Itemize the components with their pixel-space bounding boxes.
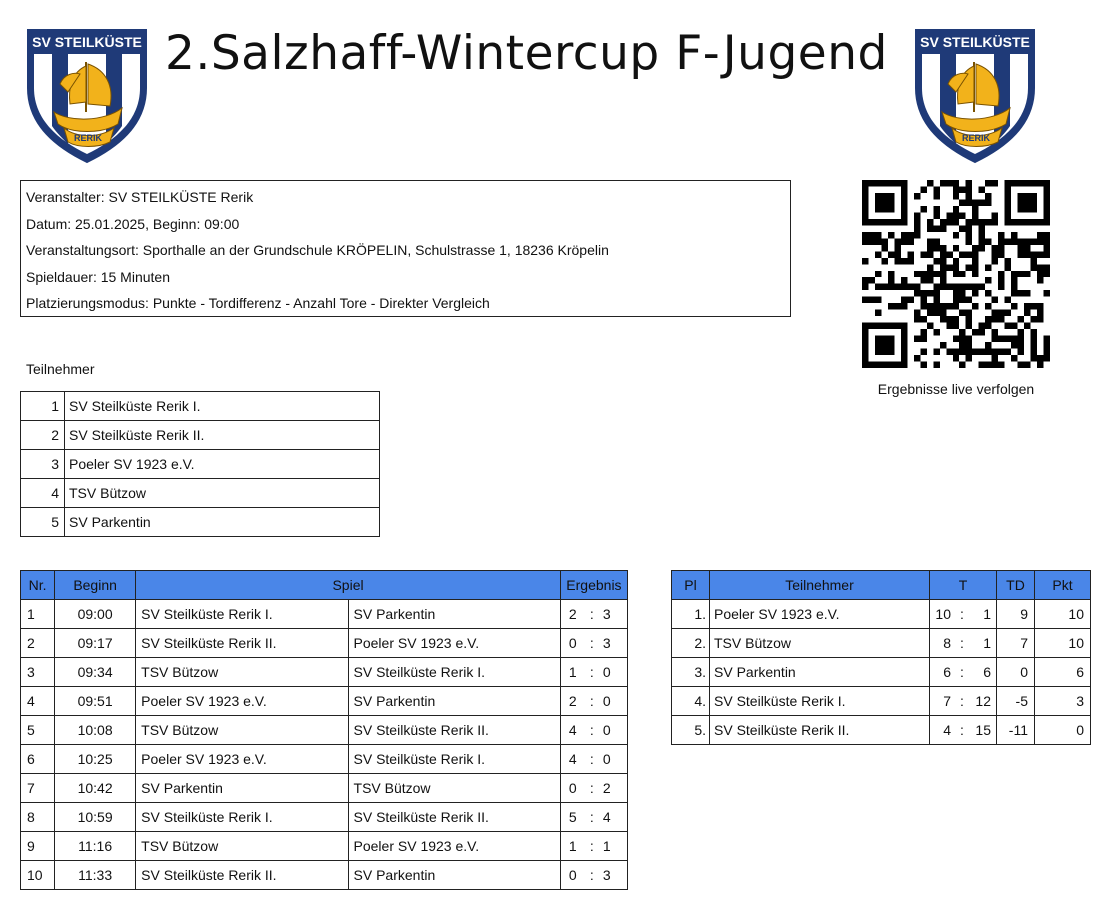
standings-team: SV Parkentin — [710, 658, 930, 687]
participant-number: 1 — [21, 392, 65, 421]
game-team-b: SV Steilküste Rerik II. — [348, 716, 560, 745]
game-result-separator: : — [589, 693, 594, 709]
standings-goals-separator: : — [960, 635, 964, 651]
game-goals-b: 0 — [602, 664, 611, 680]
standings-goals-for: 10 — [935, 606, 951, 622]
info-ranking-mode: Platzierungsmodus: Punkte - Tordifferenz - Anzahl Tore - Direkter Vergleich — [26, 295, 490, 311]
game-result-separator: : — [589, 780, 594, 796]
game-goals-a: 1 — [568, 664, 577, 680]
standings-goal-difference: -5 — [997, 687, 1035, 716]
standings-goals — [930, 687, 997, 716]
game-team-b: SV Parkentin — [348, 687, 560, 716]
standings-place: 2. — [672, 629, 710, 658]
game-team-b: SV Steilküste Rerik II. — [348, 803, 560, 832]
game-team-a: SV Steilküste Rerik I. — [136, 803, 348, 832]
game-goals-a: 5 — [568, 809, 577, 825]
participant-row — [21, 421, 380, 450]
game-goals-a: 0 — [568, 867, 577, 883]
participant-row — [21, 508, 380, 537]
club-crest-right — [912, 26, 1038, 164]
standings-row — [672, 658, 1091, 687]
info-venue: Veranstaltungsort: Sporthalle an der Grundschule KRÖPELIN, Schulstrasse 1, 18236 Kröpelin — [26, 242, 609, 258]
standings-table — [671, 570, 1091, 745]
game-result — [560, 861, 627, 890]
game-result — [560, 832, 627, 861]
standings-goal-difference: 7 — [997, 629, 1035, 658]
game-row — [21, 629, 628, 658]
standings-goal-difference: 9 — [997, 600, 1035, 629]
game-row — [21, 774, 628, 803]
games-header-spiel: Spiel — [136, 571, 561, 600]
game-result-separator: : — [589, 606, 594, 622]
standings-goals-against: 1 — [983, 635, 991, 651]
game-team-a: Poeler SV 1923 e.V. — [136, 745, 348, 774]
game-row — [21, 600, 628, 629]
game-row — [21, 803, 628, 832]
standings-goals-for: 4 — [943, 722, 951, 738]
game-goals-b: 3 — [602, 867, 611, 883]
game-start-time: 11:33 — [55, 861, 136, 890]
club-crest-left — [24, 26, 150, 164]
participant-name: SV Steilküste Rerik I. — [65, 392, 380, 421]
game-team-a: SV Steilküste Rerik II. — [136, 861, 348, 890]
game-team-b: SV Parkentin — [348, 861, 560, 890]
game-start-time: 09:51 — [55, 687, 136, 716]
game-row — [21, 658, 628, 687]
game-team-a: TSV Bützow — [136, 658, 348, 687]
game-number: 2 — [21, 629, 55, 658]
game-goals-a: 2 — [568, 693, 577, 709]
participant-name: SV Parkentin — [65, 508, 380, 537]
game-start-time: 10:25 — [55, 745, 136, 774]
participant-row — [21, 450, 380, 479]
standings-goal-difference: 0 — [997, 658, 1035, 687]
standings-header-pl: Pl — [672, 571, 710, 600]
game-result — [560, 629, 627, 658]
game-result-separator: : — [589, 751, 594, 767]
standings-goals-against: 12 — [975, 693, 991, 709]
game-number: 5 — [21, 716, 55, 745]
game-start-time: 09:34 — [55, 658, 136, 687]
standings-header-td: TD — [997, 571, 1035, 600]
game-number: 8 — [21, 803, 55, 832]
standings-points: 0 — [1035, 716, 1091, 745]
game-row — [21, 861, 628, 890]
standings-goals — [930, 658, 997, 687]
qr-caption: Ergebnisse live verfolgen — [877, 381, 1035, 397]
participant-number: 5 — [21, 508, 65, 537]
game-start-time: 09:17 — [55, 629, 136, 658]
standings-goals-separator: : — [960, 693, 964, 709]
games-header-nr: Nr. — [21, 571, 55, 600]
game-team-a: SV Steilküste Rerik I. — [136, 600, 348, 629]
game-number: 9 — [21, 832, 55, 861]
standings-goals-separator: : — [960, 722, 964, 738]
info-duration: Spieldauer: 15 Minuten — [26, 268, 170, 285]
game-result — [560, 687, 627, 716]
standings-goals — [930, 716, 997, 745]
game-number: 4 — [21, 687, 55, 716]
standings-header-pkt: Pkt — [1035, 571, 1091, 600]
standings-header-t: T — [930, 571, 997, 600]
game-result — [560, 774, 627, 803]
game-goals-b: 2 — [602, 780, 611, 796]
standings-row — [672, 687, 1091, 716]
game-goals-b: 0 — [602, 693, 611, 709]
game-team-a: Poeler SV 1923 e.V. — [136, 687, 348, 716]
game-goals-a: 4 — [568, 722, 577, 738]
standings-place: 5. — [672, 716, 710, 745]
game-team-b: SV Parkentin — [348, 600, 560, 629]
game-start-time: 10:42 — [55, 774, 136, 803]
game-team-a: TSV Bützow — [136, 716, 348, 745]
games-header-beginn: Beginn — [55, 571, 136, 600]
game-number: 6 — [21, 745, 55, 774]
standings-goals-against: 6 — [983, 664, 991, 680]
crest-text: SV STEILKÜSTE — [920, 34, 1030, 50]
participant-name: SV Steilküste Rerik II. — [65, 421, 380, 450]
game-result — [560, 745, 627, 774]
game-start-time: 09:00 — [55, 600, 136, 629]
game-number: 1 — [21, 600, 55, 629]
game-goals-b: 1 — [602, 838, 611, 854]
game-goals-a: 0 — [568, 635, 577, 651]
game-goals-b: 3 — [602, 635, 611, 651]
standings-row — [672, 600, 1091, 629]
crest-subtext: RERIK — [73, 133, 103, 143]
event-info-box — [20, 180, 791, 317]
participant-row — [21, 479, 380, 508]
standings-goals-against: 1 — [983, 606, 991, 622]
crest-text: SV STEILKÜSTE — [32, 34, 142, 50]
participant-row — [21, 392, 380, 421]
standings-team: SV Steilküste Rerik II. — [710, 716, 930, 745]
game-team-b: TSV Bützow — [348, 774, 560, 803]
game-team-a: TSV Bützow — [136, 832, 348, 861]
game-result — [560, 716, 627, 745]
game-result-separator: : — [589, 635, 594, 651]
game-row — [21, 745, 628, 774]
game-goals-b: 3 — [602, 606, 611, 622]
participants-label: Teilnehmer — [26, 361, 95, 377]
standings-row — [672, 716, 1091, 745]
game-result-separator: : — [589, 722, 594, 738]
game-team-b: SV Steilküste Rerik I. — [348, 658, 560, 687]
standings-place: 1. — [672, 600, 710, 629]
participant-number: 3 — [21, 450, 65, 479]
standings-team: SV Steilküste Rerik I. — [710, 687, 930, 716]
standings-place: 4. — [672, 687, 710, 716]
games-header-ergebnis: Ergebnis — [560, 571, 627, 600]
participants-table — [20, 391, 380, 537]
standings-goals — [930, 600, 997, 629]
standings-points: 10 — [1035, 629, 1091, 658]
games-table — [20, 570, 628, 890]
game-result — [560, 658, 627, 687]
game-team-b: SV Steilküste Rerik I. — [348, 745, 560, 774]
game-result-separator: : — [589, 838, 594, 854]
standings-goals-against: 15 — [975, 722, 991, 738]
standings-goals-for: 6 — [943, 664, 951, 680]
game-row — [21, 716, 628, 745]
participant-number: 4 — [21, 479, 65, 508]
game-result-separator: : — [589, 664, 594, 680]
standings-place: 3. — [672, 658, 710, 687]
game-start-time: 10:59 — [55, 803, 136, 832]
standings-goals-separator: : — [960, 606, 964, 622]
info-date: Datum: 25.01.2025, Beginn: 09:00 — [26, 215, 240, 232]
standings-goals-for: 7 — [943, 693, 951, 709]
participant-number: 2 — [21, 421, 65, 450]
info-organizer: Veranstalter: SV STEILKÜSTE Rerik — [26, 189, 254, 205]
standings-goal-difference: -11 — [997, 716, 1035, 745]
game-result — [560, 600, 627, 629]
game-row — [21, 687, 628, 716]
standings-points: 6 — [1035, 658, 1091, 687]
standings-team: TSV Bützow — [710, 629, 930, 658]
game-team-a: SV Steilküste Rerik II. — [136, 629, 348, 658]
game-result-separator: : — [589, 809, 594, 825]
game-goals-a: 1 — [568, 838, 577, 854]
page-title: 2.Salzhaff-Wintercup F-Jugend — [165, 26, 888, 81]
game-goals-a: 0 — [568, 780, 577, 796]
game-team-b: Poeler SV 1923 e.V. — [348, 629, 560, 658]
participant-name: Poeler SV 1923 e.V. — [65, 450, 380, 479]
game-start-time: 10:08 — [55, 716, 136, 745]
qr-code-icon[interactable] — [862, 180, 1050, 368]
crest-subtext: RERIK — [961, 133, 991, 143]
game-start-time: 11:16 — [55, 832, 136, 861]
participant-name: TSV Bützow — [65, 479, 380, 508]
game-goals-a: 4 — [568, 751, 577, 767]
game-number: 10 — [21, 861, 55, 890]
standings-goals-separator: : — [960, 664, 964, 680]
game-goals-a: 2 — [568, 606, 577, 622]
game-goals-b: 0 — [602, 722, 611, 738]
standings-points: 3 — [1035, 687, 1091, 716]
standings-row — [672, 629, 1091, 658]
game-result — [560, 803, 627, 832]
game-goals-b: 4 — [602, 809, 611, 825]
game-number: 3 — [21, 658, 55, 687]
game-result-separator: : — [589, 867, 594, 883]
game-number: 7 — [21, 774, 55, 803]
game-team-a: SV Parkentin — [136, 774, 348, 803]
game-team-b: Poeler SV 1923 e.V. — [348, 832, 560, 861]
game-goals-b: 0 — [602, 751, 611, 767]
game-row — [21, 832, 628, 861]
standings-header-teilnehmer: Teilnehmer — [710, 571, 930, 600]
standings-goals — [930, 629, 997, 658]
standings-team: Poeler SV 1923 e.V. — [710, 600, 930, 629]
standings-points: 10 — [1035, 600, 1091, 629]
standings-goals-for: 8 — [943, 635, 951, 651]
